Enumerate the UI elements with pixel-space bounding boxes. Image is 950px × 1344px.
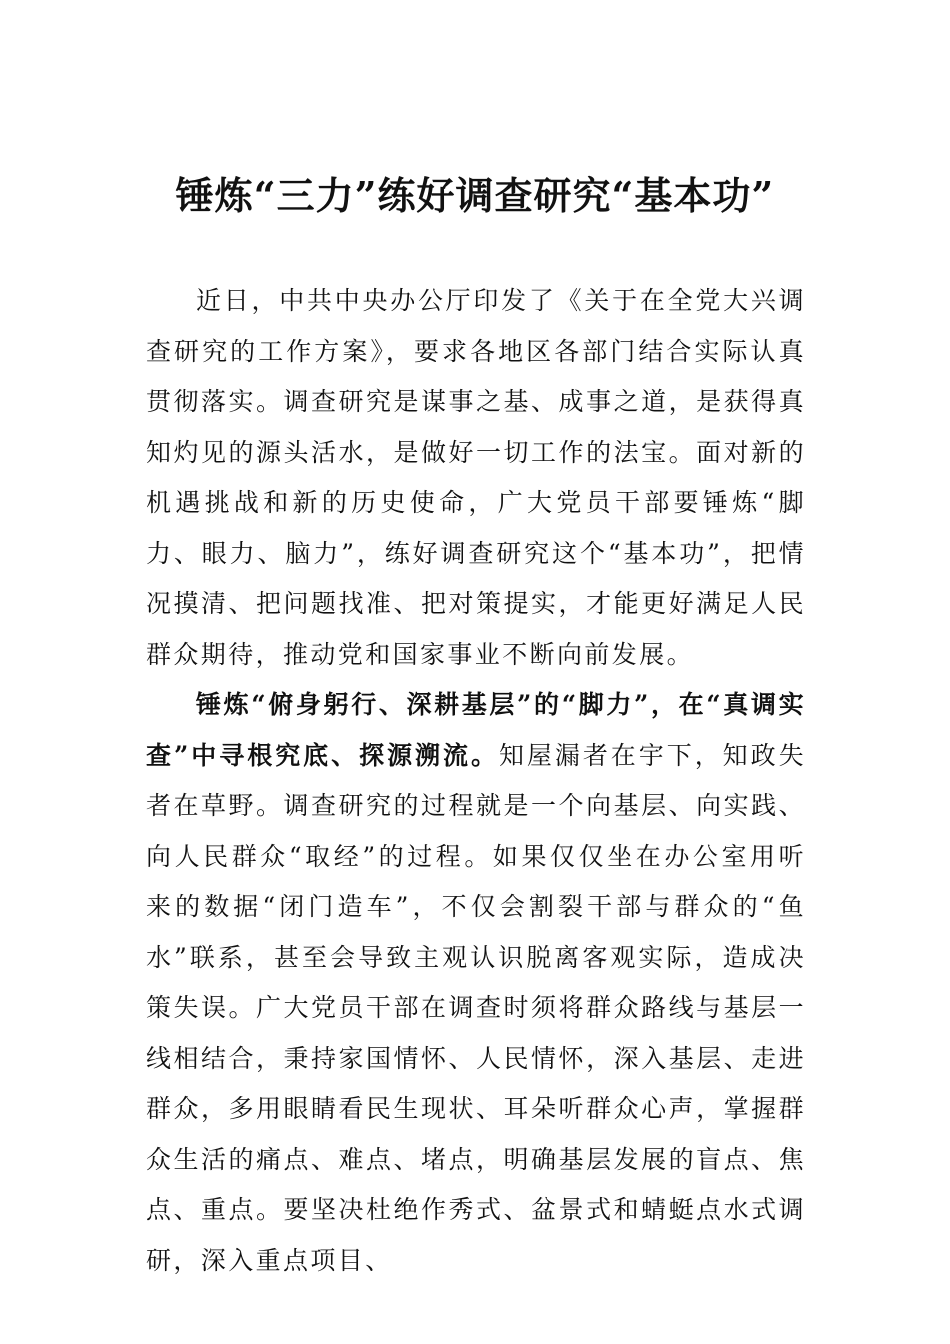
paragraph-2 <box>146 680 806 1286</box>
paragraph-2-text: 知屋漏者在宇下，知政失者在草野。调查研究的过程就是一个向基层、向实践、向人民群众“取经”的过程。如果仅仅坐在办公室用听来的数据“闭门造车”，不仅会割裂干部与群众的“鱼水”联系，甚至会导致主观认识脱离客观实际，造成决策失误。广大党员干部在调查时须将群众路线与基层一线相结合，秉持家国情怀、人民情怀，深入基层、走进群众，多用眼睛看民生现状、耳朵听群众心声，掌握群众生活的痛点、难点、堵点，明确基层发展的盲点、焦点、重点。要坚决杜绝作秀式、盆景式和蜻蜓点水式调研，深入重点项目、 <box>146 740 806 1275</box>
document-title: 锤炼“三力”练好调查研究“基本功” <box>175 173 775 218</box>
paragraph-1-text: 近日，中共中央办公厅印发了《关于在全党大兴调查研究的工作方案》，要求各地区各部门结合实际认真贯彻落实。调查研究是谋事之基、成事之道，是获得真知灼见的源头活水，是做好一切工作的法宝。面对新的机遇挑战和新的历史使命，广大党员干部要锤炼“脚力、眼力、脑力”，练好调查研究这个“基本功”，把情况摸清、把问题找准、把对策提实，才能更好满足人民群众期待，推动党和国家事业不断向前发展。 <box>146 286 806 669</box>
document-body <box>146 276 806 1286</box>
paragraph-2-lead: 锤炼“俯身躬行、深耕基层”的“脚力”，在“真调实查”中寻根究底、探源溯流。 <box>146 690 806 770</box>
paragraph-1 <box>146 276 806 680</box>
